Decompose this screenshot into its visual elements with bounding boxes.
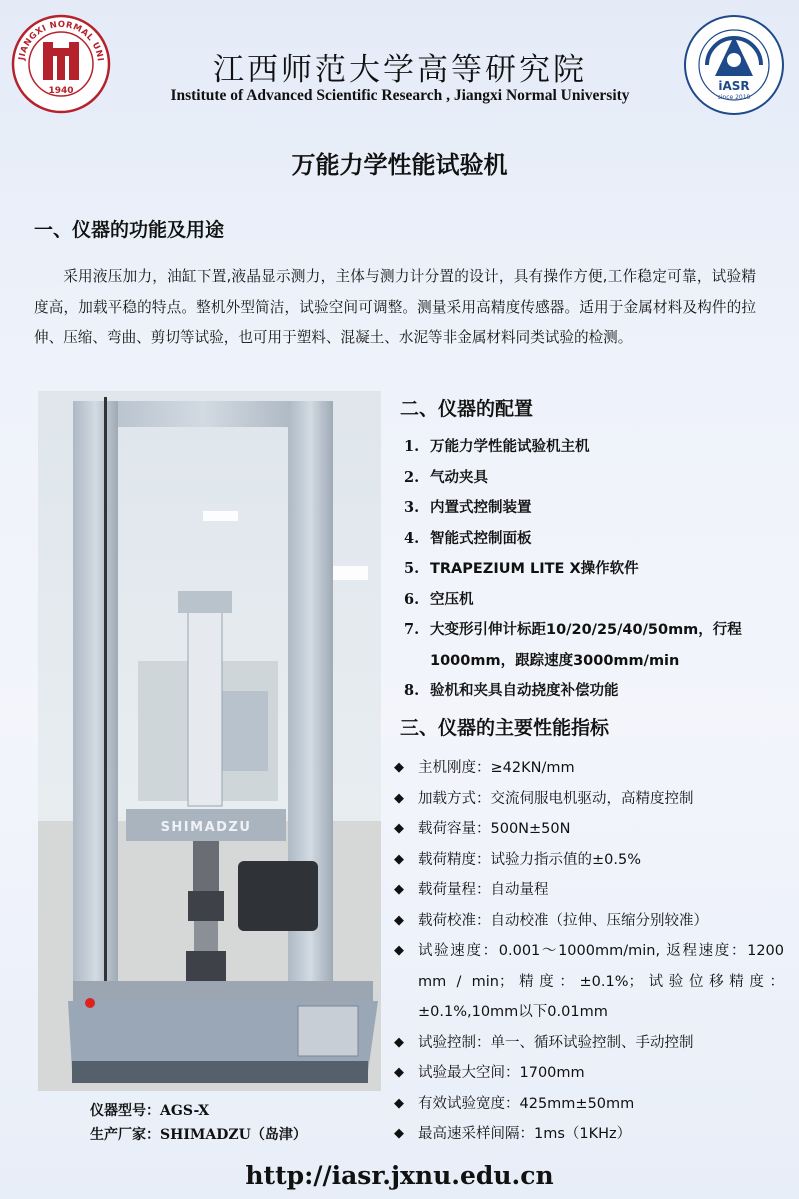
maker-value: SHIMADZU（岛津） <box>160 1127 307 1143</box>
list-item <box>400 463 780 494</box>
diamond-bullet-icon: ◆ <box>394 882 404 897</box>
item-number: 6. <box>404 590 420 608</box>
spec-text: 载荷量程：自动量程 <box>418 882 549 898</box>
spec-text: 有效试验宽度：425mm±50mm <box>418 1095 635 1112</box>
diamond-bullet-icon: ◆ <box>394 1095 404 1111</box>
list-item <box>400 432 780 463</box>
section-heading-specs: 三、仪器的主要性能指标 <box>400 717 610 739</box>
document-title: 万能力学性能试验机 <box>291 151 508 179</box>
model-value: AGS-X <box>160 1103 210 1119</box>
section-heading-function: 一、仪器的功能及用途 <box>34 219 225 241</box>
logo-left-year: 1940 <box>48 86 74 96</box>
item-text: 智能式控制面板 <box>430 530 532 547</box>
logo-right-text: iASR <box>718 79 750 93</box>
spec-text: 载荷精度：试验力指示值的±0.5% <box>418 851 641 868</box>
model-label: 仪器型号： <box>90 1103 160 1119</box>
item-text: 气动夹具 <box>430 469 488 486</box>
spec-list <box>394 753 784 1150</box>
spec-text: 主机刚度：≥42KN/mm <box>418 760 575 776</box>
list-item <box>400 676 780 707</box>
spec-text: 试验最大空间：1700mm <box>418 1065 585 1081</box>
model-row <box>90 1099 307 1123</box>
item-text: TRAPEZIUM LITE X操作软件 <box>430 561 639 577</box>
diamond-bullet-icon: ◆ <box>394 851 404 867</box>
spec-text: 试验速度：0.001～1000mm/min, 返程速度：1200 mm / min；精度：±0.1%；试验位移精度：±0.1%,10mm以下0.01mm <box>418 943 784 1020</box>
list-item <box>400 493 780 524</box>
instrument-caption <box>90 1099 307 1147</box>
item-text: 万能力学性能试验机主机 <box>430 439 590 455</box>
item-number: 7. <box>404 621 420 638</box>
institute-title-cn: 江西师范大学高等研究院 <box>213 52 587 88</box>
list-item <box>394 906 784 937</box>
diamond-bullet-icon: ◆ <box>394 760 404 775</box>
item-number: 3. <box>404 499 420 516</box>
spec-text: 载荷容量：500N±50N <box>418 821 571 837</box>
list-item <box>394 845 784 876</box>
list-item <box>394 1028 784 1059</box>
item-number: 2. <box>404 468 420 486</box>
diamond-bullet-icon: ◆ <box>394 1034 404 1050</box>
function-description: 采用液压加力，油缸下置,液晶显示测力，主体与测力计分置的设计，具有操作方便,工作稳定可靠，试验精度高，加载平稳的特点。整机外型简洁，试验空间可调整。测量采用高精度传感器。适用于金属材料及构件的拉伸、压缩、弯曲、剪切等试验，也可用于塑料、混凝土、水泥等非金属材料同类试验的检测。 <box>34 268 756 346</box>
spec-text: 加载方式：交流伺服电机驱动，高精度控制 <box>418 790 694 807</box>
maker-label: 生产厂家： <box>90 1127 160 1143</box>
institute-title-en: Institute of Advanced Scientific Research , Jiangxi Normal University <box>170 87 630 104</box>
item-number: 8. <box>404 682 420 699</box>
spec-text: 载荷校准：自动校准（拉伸、压缩分别较准） <box>418 912 708 929</box>
logo-right-since: since 2019 <box>717 94 751 101</box>
section-heading-config: 二、仪器的配置 <box>400 398 534 420</box>
list-item <box>394 1089 784 1120</box>
spec-text: 试验控制：单一、循环试验控制、手动控制 <box>418 1034 694 1051</box>
list-item <box>400 585 780 616</box>
list-item <box>394 784 784 815</box>
list-item <box>394 936 784 1028</box>
diamond-bullet-icon: ◆ <box>394 943 404 958</box>
spec-text: 最高速采样间隔：1ms（1KHz） <box>418 1126 632 1142</box>
maker-row <box>90 1123 307 1147</box>
item-text: 空压机 <box>430 591 474 608</box>
list-item <box>400 524 780 555</box>
config-list <box>400 432 780 707</box>
iasr-logo-icon <box>683 14 785 116</box>
list-item <box>394 875 784 906</box>
item-text: 内置式控制装置 <box>430 500 532 516</box>
diamond-bullet-icon: ◆ <box>394 821 404 836</box>
list-item <box>394 1119 784 1150</box>
diamond-bullet-icon: ◆ <box>394 1126 404 1141</box>
diamond-bullet-icon: ◆ <box>394 1065 404 1080</box>
list-item <box>400 615 780 676</box>
photo-brand-label: SHIMADZU <box>160 820 252 835</box>
item-number: 5. <box>404 560 420 577</box>
diamond-bullet-icon: ◆ <box>394 912 404 928</box>
list-item <box>394 753 784 784</box>
list-item <box>400 554 780 585</box>
instrument-photo <box>38 391 381 1091</box>
item-number: 1. <box>404 438 420 455</box>
website-link[interactable]: http://iasr.jxnu.edu.cn <box>245 1161 554 1190</box>
list-item <box>394 1058 784 1089</box>
list-item <box>394 814 784 845</box>
logo-left-text: JIANGXI NORMAL UNI <box>17 19 105 63</box>
jxnu-logo-icon <box>10 14 112 114</box>
item-text: 验机和夹具自动挠度补偿功能 <box>430 683 619 699</box>
diamond-bullet-icon: ◆ <box>394 790 404 806</box>
item-number: 4. <box>404 529 420 547</box>
item-text: 大变形引伸计标距10/20/25/40/50mm，行程1000mm，跟踪速度3000mm/min <box>430 622 742 669</box>
